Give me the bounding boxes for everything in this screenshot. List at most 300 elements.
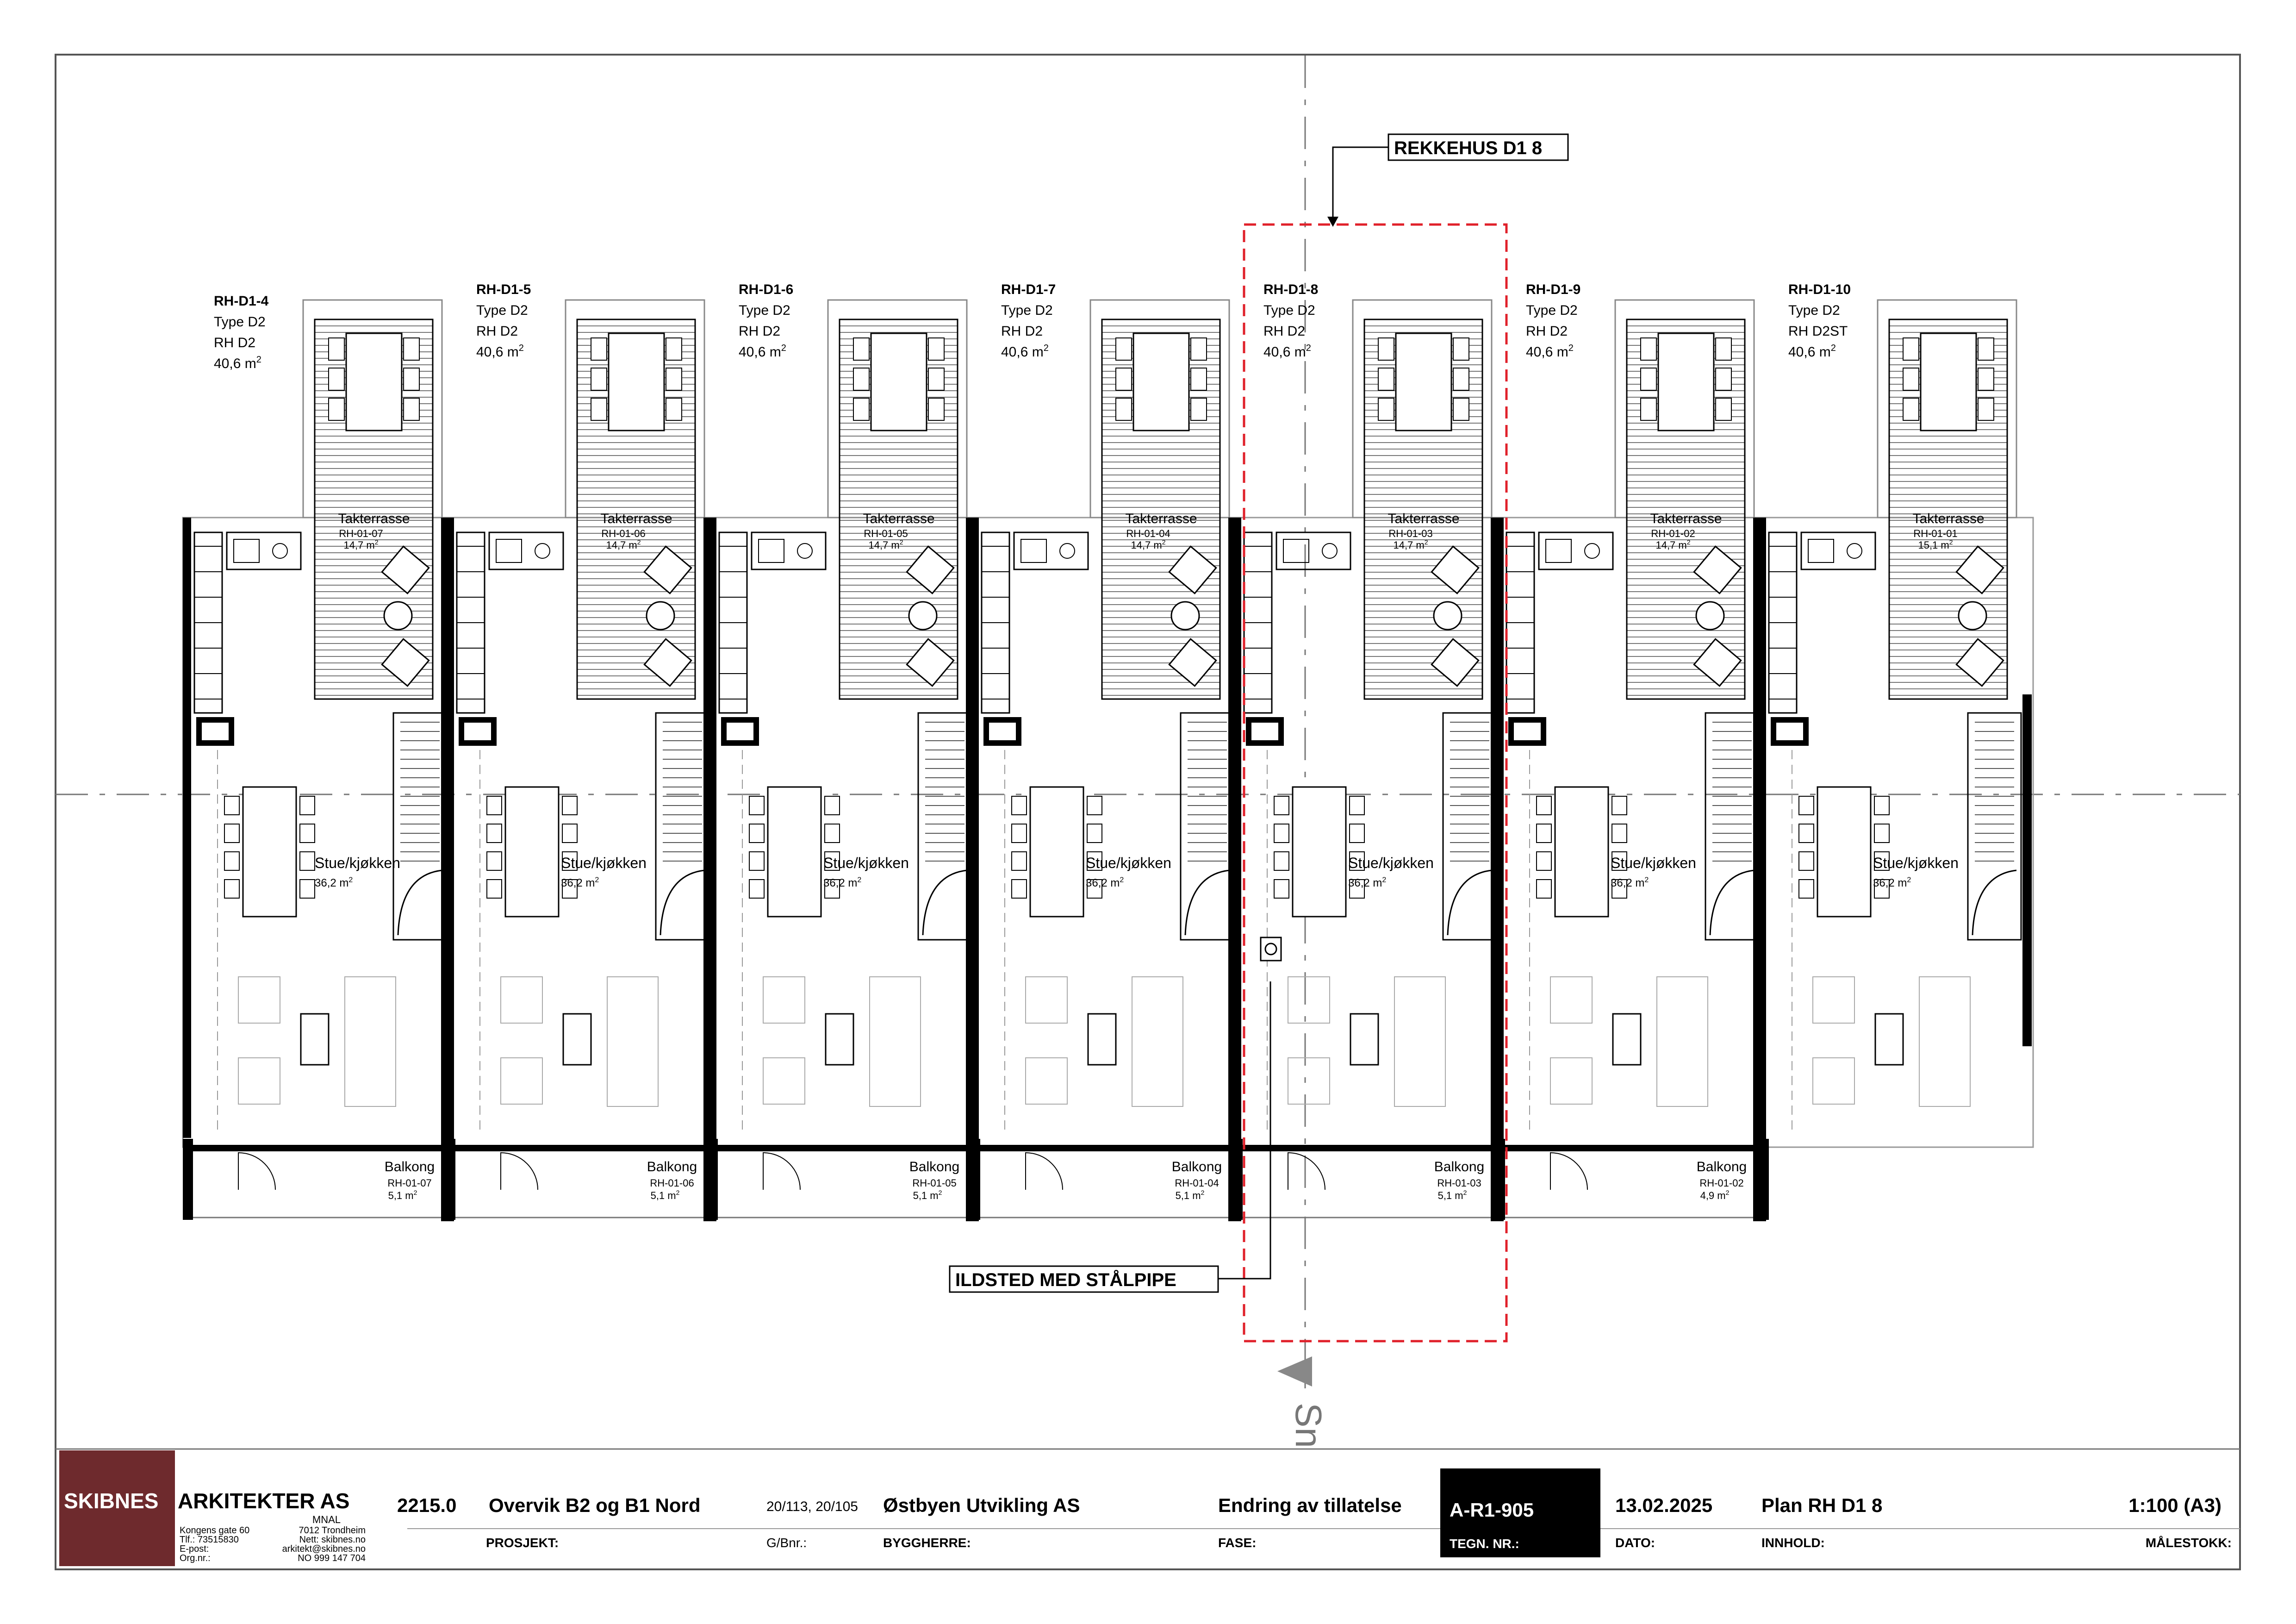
stair [1181,713,1234,940]
outdoor-chair [591,368,607,390]
outdoor-table [1658,333,1714,431]
unit-type: Type D2 [739,303,790,318]
outdoor-chair [1116,338,1132,360]
dining-chair [1537,824,1551,843]
outdoor-chair [1116,368,1132,390]
lounge-chair [382,639,429,686]
dining-chair [224,824,239,843]
outdoor-chair [591,398,607,420]
armchair [763,977,805,1023]
living-label: Stue/kjøkken [1873,855,1959,871]
stair-winder [660,870,704,935]
firm-email: arkitekt@skibnes.no [282,1544,366,1554]
lounge-chair [644,546,691,593]
dining-chair [487,796,502,815]
dining-chair [1274,880,1289,898]
armchair [501,1058,542,1104]
stove [535,543,550,558]
stove [797,543,812,558]
outdoor-chair [853,368,869,390]
outdoor-chair [928,368,944,390]
dining-chair [562,824,577,843]
balcony-code: RH-01-04 [1175,1177,1219,1189]
terrace-code: RH-01-07 [339,528,383,539]
dining-chair [1012,852,1027,870]
side-table [1434,602,1462,630]
terrace-code: RH-01-05 [864,528,908,539]
outdoor-table [1396,333,1451,431]
terrace-code: RH-01-02 [1651,528,1695,539]
unit-area: 40,6 $m^2$ [214,355,261,371]
outdoor-chair [1903,338,1919,360]
client: Østbyen Utvikling AS [883,1494,1080,1516]
unit-area: 40,6 $m^2$ [1263,343,1311,360]
shaft [724,720,756,743]
firm-address: Kongens gate 60 [180,1525,250,1536]
outdoor-chair [1191,398,1207,420]
sink [1546,539,1571,562]
stair-winder [923,870,967,935]
stair [1705,713,1759,940]
stair [1968,713,2021,940]
section-marker [1277,1356,1329,1448]
side-table [647,602,674,630]
unit-rh: RH D2ST [1788,324,1848,339]
unit-3 [703,282,971,1221]
shaft [1511,720,1543,743]
firm-org: NO 999 147 704 [298,1553,366,1563]
party-wall [703,518,716,1221]
dining-chair [1274,796,1289,815]
outdoor-chair [1978,368,1994,390]
outdoor-chair [404,368,419,390]
side-table [909,602,937,630]
dining-chair [1537,852,1551,870]
phase-label: FASE: [1218,1536,1257,1550]
content: Plan RH D1 8 [1761,1494,1883,1516]
lounge-chair [382,546,429,593]
terrace-area: 14,7 $m^2$ [868,538,903,551]
unit-area: 40,6 $m^2$ [739,343,786,360]
terrace-area: 14,7 $m^2$ [343,538,379,551]
dining-chair [749,852,764,870]
firm-logo-left: SKIBNES [64,1489,159,1513]
coffee-table [1088,1014,1116,1065]
client-label: BYGGHERRE: [883,1536,971,1550]
lounge-chair [1694,639,1741,686]
dining-chair [749,880,764,898]
dining-chair [825,824,840,843]
project-name: Overvik B2 og B1 Nord [489,1494,701,1516]
balcony-wall [183,1139,193,1220]
balcony-code: RH-01-03 [1437,1177,1481,1189]
outdoor-chair [1903,398,1919,420]
terrace-label: Takterrasse [600,511,672,526]
balcony-wall [708,1139,718,1220]
outdoor-chair [329,398,344,420]
armchair [1813,977,1854,1023]
dining-table [1293,787,1346,917]
outdoor-chair [928,398,944,420]
dining-chair [1087,824,1102,843]
balcony-end-wall [1759,1139,1769,1220]
side-table [1171,602,1199,630]
dining-table [1555,787,1608,917]
living-area: 36,2 $m^2$ [1611,876,1649,889]
balcony-area: 5,1 $m^2$ [1437,1189,1467,1201]
terrace-label: Takterrasse [1912,511,1985,526]
terrace-label: Takterrasse [863,511,935,526]
dining-chair [749,824,764,843]
stair-winder [1448,870,1492,935]
outdoor-chair [1378,338,1394,360]
lounge-chair [907,639,953,686]
terrace-area: 14,7 $m^2$ [1655,538,1691,551]
unit-type: Type D2 [1263,303,1315,318]
outdoor-chair [853,398,869,420]
armchair [1026,1058,1067,1104]
gbnr: 20/113, 20/105 [766,1499,858,1514]
project-label: PROSJEKT: [486,1536,559,1550]
dining-chair [1799,796,1814,815]
dining-chair [1799,824,1814,843]
dining-chair [1874,824,1889,843]
balcony-code: RH-01-06 [650,1177,694,1189]
stair [1443,713,1496,940]
scale-label: MÅLESTOKK: [2145,1536,2232,1550]
stair [656,713,709,940]
armchair [763,1058,805,1104]
living-area: 36,2 $m^2$ [561,876,599,889]
door-swing [1026,1153,1063,1190]
balcony-area: 5,1 $m^2$ [650,1189,680,1201]
shaft [986,720,1019,743]
armchair [1288,1058,1330,1104]
dining-table [243,787,296,917]
balcony-label: Balkong [1434,1159,1485,1174]
stair-winder [1972,870,2016,935]
living-label: Stue/kjøkken [1611,855,1696,871]
outdoor-chair [1191,368,1207,390]
outdoor-chair [1378,368,1394,390]
door-swing [763,1153,800,1190]
balcony-code: RH-01-05 [912,1177,957,1189]
firm-email-label: E-post: [180,1544,209,1554]
lounge-chair [644,639,691,686]
outdoor-chair [329,368,344,390]
lounge-chair [1956,639,2003,686]
firm-city: 7012 Trondheim [299,1525,366,1536]
outdoor-chair [1903,368,1919,390]
dining-chair [224,852,239,870]
armchair [501,977,542,1023]
outdoor-table [871,333,927,431]
terrace-code: RH-01-01 [1913,528,1958,539]
party-wall [1228,518,1241,1221]
outdoor-chair [1716,368,1731,390]
dining-table [505,787,559,917]
east-wall [2022,694,2032,1046]
coffee-table [563,1014,591,1065]
unit-type: Type D2 [1788,303,1840,318]
unit-id: RH-D1-10 [1788,282,1851,297]
sofa [870,977,921,1106]
stove [1060,543,1075,558]
unit-7 [1753,282,2021,1221]
door-swing [501,1153,538,1190]
coffee-table [1613,1014,1641,1065]
firm-web: Nett: skibnes.no [299,1535,366,1545]
dining-chair [1537,880,1551,898]
dining-chair [487,852,502,870]
armchair [1288,977,1330,1023]
terrace-label: Takterrasse [1125,511,1197,526]
armchair [1550,1058,1592,1104]
shaft [1249,720,1281,743]
unit-id: RH-D1-6 [739,282,794,297]
title-block [56,1449,2240,1566]
balcony-label: Balkong [647,1159,697,1174]
dining-chair [1874,796,1889,815]
coffee-table [1875,1014,1903,1065]
terrace-label: Takterrasse [1650,511,1722,526]
block-name-label: REKKEHUS D1 8 [1394,138,1543,158]
unit-1 [183,294,447,1220]
living-area: 36,2 $m^2$ [315,876,353,889]
kitchen-counter [1539,532,1613,569]
dining-chair [1012,880,1027,898]
stove [273,543,287,558]
dining-chair [1350,824,1364,843]
unit-type: Type D2 [1001,303,1053,318]
dining-chair [562,796,577,815]
kitchen-counter [1801,532,1875,569]
dining-chair [224,796,239,815]
dining-chair [300,796,315,815]
outdoor-chair [1641,398,1656,420]
firm-logo-right: ARKITEKTER AS [178,1489,350,1513]
lounge-chair [1431,639,1478,686]
stove [1585,543,1599,558]
firm-org-label: Org.nr.: [180,1553,211,1563]
coffee-table [826,1014,853,1065]
block-name-callout [1327,134,1568,227]
living-label: Stue/kjøkken [823,855,909,871]
unit-area: 40,6 $m^2$ [1788,343,1836,360]
outdoor-chair [1453,398,1469,420]
armchair [1813,1058,1854,1104]
party-wall [441,518,454,1221]
balcony-wall [445,1139,455,1220]
shaft [461,720,494,743]
outdoor-chair [853,338,869,360]
unit-id: RH-D1-4 [214,294,269,309]
dining-chair [1612,796,1627,815]
living-label: Stue/kjøkken [315,855,400,871]
outdoor-chair [928,338,944,360]
content-label: INNHOLD: [1761,1536,1825,1550]
unit-6 [1491,282,1759,1221]
dining-chair [1537,796,1551,815]
date-label: DATO: [1615,1536,1655,1550]
balcony-area: 4,9 $m^2$ [1700,1189,1730,1201]
unit-area: 40,6 $m^2$ [1526,343,1574,360]
outdoor-chair [1453,368,1469,390]
balcony-area: 5,1 $m^2$ [913,1189,942,1201]
chimney-label: ILDSTED MED STÅLPIPE [955,1270,1176,1290]
outdoor-chair [404,338,419,360]
armchair [1550,977,1592,1023]
unit-2 [441,282,709,1221]
stair-winder [398,870,442,935]
lounge-chair [1431,546,1478,593]
balcony-code: RH-01-07 [387,1177,432,1189]
dining-table [768,787,821,917]
outdoor-chair [1978,398,1994,420]
unit-type: Type D2 [214,314,266,330]
terrace-label: Takterrasse [338,511,410,526]
armchair [238,1058,280,1104]
living-label: Stue/kjøkken [1348,855,1434,871]
outdoor-chair [666,398,682,420]
balcony-label: Balkong [1696,1159,1747,1174]
unit-type: Type D2 [476,303,528,318]
terrace-area: 14,7 $m^2$ [1393,538,1428,551]
dining-table [1817,787,1871,917]
living-label: Stue/kjøkken [561,855,647,871]
party-wall [1753,518,1766,1221]
sofa [1394,977,1445,1106]
outdoor-chair [1978,338,1994,360]
lounge-chair [907,546,953,593]
balcony-wall [1232,1139,1243,1220]
firm-mnal: MNAL [312,1514,341,1525]
side-table [1696,602,1724,630]
units-layer [183,282,2033,1221]
lounge-chair [1956,546,2003,593]
dining-chair [1799,880,1814,898]
dining-chair [1012,824,1027,843]
sofa [345,977,396,1106]
drawing-number: A-R1-905 [1450,1499,1534,1521]
sink [1808,539,1834,562]
outdoor-table [1921,333,1976,431]
sofa [607,977,658,1106]
sink [759,539,784,562]
unit-id: RH-D1-9 [1526,282,1581,297]
kitchen-counter [489,532,563,569]
dining-chair [300,880,315,898]
stair [918,713,971,940]
living-area: 36,2 $m^2$ [1086,876,1124,889]
sink [496,539,522,562]
unit-area: 40,6 $m^2$ [476,343,524,360]
unit-4 [966,282,1234,1221]
unit-id: RH-D1-7 [1001,282,1056,297]
outdoor-chair [666,338,682,360]
sofa [1919,977,1970,1106]
door-swing [1550,1153,1587,1190]
unit-area: 40,6 $m^2$ [1001,343,1049,360]
outdoor-chair [1641,368,1656,390]
outdoor-chair [404,398,419,420]
outdoor-table [609,333,664,431]
sheet-border [56,55,2240,1569]
terrace-area: 14,7 $m^2$ [606,538,641,551]
unit-5 [1228,282,1496,1221]
lounge-chair [1169,639,1216,686]
dining-chair [825,796,840,815]
stair [393,713,447,940]
outdoor-chair [1716,338,1731,360]
living-area: 36,2 $m^2$ [823,876,862,889]
gbnr-label: G/Bnr.: [766,1536,807,1550]
outdoor-chair [1378,398,1394,420]
shaft [199,720,231,743]
outdoor-chair [591,338,607,360]
door-swing [1288,1153,1325,1190]
stove [1847,543,1862,558]
dining-chair [749,796,764,815]
armchair [238,977,280,1023]
kitchen-counter [1014,532,1088,569]
dining-chair [1799,852,1814,870]
firm-tel: Tlf.: 73515830 [180,1535,239,1545]
living-label: Stue/kjøkken [1086,855,1171,871]
unit-rh: RH D2 [1526,324,1568,339]
terrace-area: 14,7 $m^2$ [1131,538,1166,551]
unit-type: Type D2 [1526,303,1578,318]
side-table [384,602,412,630]
coffee-table [1350,1014,1378,1065]
terrace-label: Takterrasse [1388,511,1460,526]
outdoor-chair [1716,398,1731,420]
balcony-area: 5,1 $m^2$ [1175,1189,1205,1201]
unit-rh: RH D2 [739,324,781,339]
kitchen-counter [752,532,826,569]
terrace-code: RH-01-04 [1126,528,1170,539]
terrace-code: RH-01-03 [1388,528,1433,539]
living-area: 36,2 $m^2$ [1348,876,1387,889]
armchair [1026,977,1067,1023]
sofa [1132,977,1183,1106]
sofa [1657,977,1708,1106]
outdoor-table [346,333,402,431]
outdoor-chair [1116,398,1132,420]
outdoor-chair [1641,338,1656,360]
unit-rh: RH D2 [214,335,256,350]
scale: 1:100 (A3) [2128,1494,2221,1516]
dining-chair [1612,824,1627,843]
dining-chair [487,880,502,898]
west-wall [183,518,191,1138]
balcony-code: RH-01-02 [1699,1177,1744,1189]
dining-chair [1087,796,1102,815]
unit-id: RH-D1-5 [476,282,531,297]
project-number: 2215.0 [397,1494,457,1516]
terrace-area: 15,1 $m^2$ [1918,538,1953,551]
phase: Endring av tillatelse [1218,1494,1402,1516]
dining-chair [487,824,502,843]
dining-chair [1350,796,1364,815]
balcony-label: Balkong [909,1159,960,1174]
sink [234,539,259,562]
date: 13.02.2025 [1615,1494,1713,1516]
balcony-area: 5,1 $m^2$ [388,1189,417,1201]
dining-chair [300,824,315,843]
dining-chair [300,852,315,870]
outdoor-table [1133,333,1189,431]
